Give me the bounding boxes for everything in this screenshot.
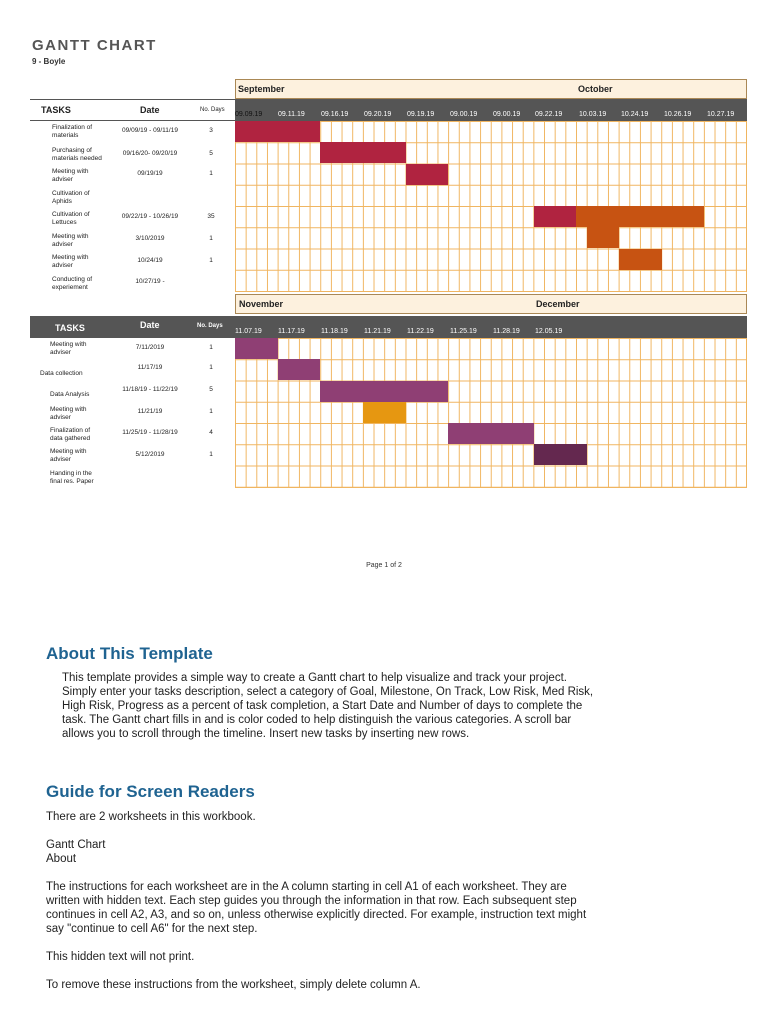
task-date: 09/19/19 xyxy=(137,170,163,177)
table-header-1 xyxy=(30,99,747,121)
task-date: 5/12/2019 xyxy=(135,451,165,458)
guide-p1: There are 2 worksheets in this workbook. xyxy=(46,811,256,823)
task-name: Data Analysis xyxy=(50,391,90,398)
task-date: 11/21/19 xyxy=(137,408,163,415)
timeline-date: 11.28.19 xyxy=(493,328,520,335)
task-name: Meeting with adviser xyxy=(52,168,89,183)
task-name: Meeting with adviser xyxy=(52,254,89,269)
guide-p2 xyxy=(46,880,586,936)
about-line: Simply enter your tasks description, select a category of Goal, Milestone, On Track, Low Risk, Med Risk, xyxy=(62,686,594,698)
task-name: Conducting of experiement xyxy=(52,276,93,291)
timeline-date: 09.20.19 xyxy=(364,111,392,118)
timeline-date: 10.27.19 xyxy=(707,111,735,118)
task-date: 11/18/19 - 11/22/19 xyxy=(122,386,178,393)
worksheet-name: Gantt Chart xyxy=(46,839,106,851)
task-name: Finalization of materials xyxy=(52,124,93,139)
month-label: September xyxy=(238,84,285,94)
task-name: Meeting with adviser xyxy=(50,448,87,463)
timeline-header xyxy=(235,316,747,338)
task-name: Meeting with adviser xyxy=(50,341,87,356)
gantt-bar xyxy=(448,423,533,444)
col-days-header: No. Days xyxy=(200,107,225,113)
task-name: Cultivation of Lettuces xyxy=(52,211,90,226)
page-number: Page 1 of 2 xyxy=(366,562,402,569)
task-date: 10/27/19 - xyxy=(135,278,165,285)
about-paragraph xyxy=(62,671,593,741)
task-date: 09/22/19 - 10/26/19 xyxy=(121,213,179,220)
timeline-date: 09.00.19 xyxy=(493,111,521,118)
gantt-bar xyxy=(363,402,406,423)
task-name: Meeting with adviser xyxy=(52,233,89,248)
task-date: 3/10/2019 xyxy=(135,235,165,242)
about-line: This template provides a simple way to create a Gantt chart to help visualize and track your project. xyxy=(62,672,567,684)
header-left xyxy=(30,99,235,121)
month-label: November xyxy=(239,299,284,309)
timeline-date: 09.11.19 xyxy=(278,111,305,118)
task-days: 35 xyxy=(207,213,215,220)
task-days: 1 xyxy=(209,364,213,371)
timeline-date: 09.16.19 xyxy=(321,111,349,118)
task-days: 1 xyxy=(209,451,213,458)
guide-line: continues in cell A2, A3, and so on, unless otherwise explicitly directed. For example, instruction text might xyxy=(46,909,587,921)
col-tasks-header: TASKS xyxy=(55,323,85,333)
timeline-date: 11.25.19 xyxy=(450,328,477,335)
task-days: 1 xyxy=(209,235,213,242)
task-days: 4 xyxy=(209,429,213,436)
task-name: Purchasing of materials needed xyxy=(52,147,102,162)
about-line: task. The Gantt chart fills in and is color coded to help distinguish the various categories. A scroll bar xyxy=(62,714,572,726)
gantt-bar xyxy=(576,206,704,227)
guide-line: The instructions for each worksheet are in the A column starting in cell A1 of each worksheet. They are xyxy=(46,881,567,893)
task-date: 09/16/20- 09/20/19 xyxy=(122,150,178,157)
timeline-header xyxy=(235,99,747,121)
header-left xyxy=(30,316,235,338)
task-name: Handing in the final res. Paper xyxy=(50,470,94,485)
gantt-bar xyxy=(619,249,662,270)
gantt-bar xyxy=(534,206,577,227)
page-subtitle: 9 - Boyle xyxy=(32,57,66,66)
col-date-header: Date xyxy=(140,320,160,330)
task-days: 5 xyxy=(209,386,213,393)
worksheet-name: About xyxy=(46,853,77,865)
month-band-1 xyxy=(235,79,747,99)
task-days: 1 xyxy=(209,408,213,415)
task-days: 5 xyxy=(209,150,213,157)
timeline-date: 11.21.19 xyxy=(364,328,391,335)
timeline-date: 11.17.19 xyxy=(278,328,305,335)
gantt-grid-1 xyxy=(235,121,747,292)
task-name: Finalization of data gathered xyxy=(50,427,91,442)
timeline-date: 10.03.19 xyxy=(579,111,607,118)
about-line: High Risk, Progress as a percent of task completion, a Start Date and Number of days to complete the xyxy=(62,700,583,712)
task-date: 11/25/19 - 11/28/19 xyxy=(122,429,178,436)
month-label: October xyxy=(578,84,613,94)
guide-line: written with hidden text. Each step guides you through the information in that row. Each subsequent step xyxy=(46,895,577,907)
timeline-date: 12.05.19 xyxy=(535,328,563,335)
gantt-bar xyxy=(320,142,405,163)
col-tasks-header: TASKS xyxy=(41,105,71,115)
timeline-date: 11.18.19 xyxy=(321,328,348,335)
guide-line: say "continue to cell A6" for the next step. xyxy=(46,923,258,935)
table-header-2 xyxy=(30,316,747,338)
task-days: 1 xyxy=(209,170,213,177)
timeline-date: 09.09.19 xyxy=(235,111,263,118)
about-heading: About This Template xyxy=(46,644,213,663)
col-days-header: No. Days xyxy=(197,323,223,329)
about-line: allows you to scroll through the timeline. Insert new tasks by inserting new rows. xyxy=(62,728,470,740)
task-date: 11/17/19 xyxy=(137,364,163,371)
month-band-2 xyxy=(235,294,747,314)
task-date: 09/09/19 - 09/11/19 xyxy=(122,127,178,134)
task-name: Cultivation of Aphids xyxy=(52,190,90,205)
timeline-date: 10.26.19 xyxy=(664,111,692,118)
task-name: Data collection xyxy=(40,370,83,377)
guide-p3: This hidden text will not print. xyxy=(46,951,195,963)
guide-p4: To remove these instructions from the worksheet, simply delete column A. xyxy=(46,979,421,991)
timeline-date: 10.24.19 xyxy=(621,111,649,118)
timeline-date: 09.00.19 xyxy=(450,111,478,118)
gantt-bar xyxy=(235,338,278,359)
task-name: Meeting with adviser xyxy=(50,406,87,421)
guide-heading: Guide for Screen Readers xyxy=(46,782,255,801)
task-days: 1 xyxy=(209,344,213,351)
gantt-grid-2 xyxy=(235,338,747,488)
gantt-bar xyxy=(320,381,448,402)
col-date-header: Date xyxy=(140,105,160,115)
timeline-date: 09.22.19 xyxy=(535,111,563,118)
page-title: GANTT CHART xyxy=(32,37,157,54)
month-label: December xyxy=(536,299,580,309)
timeline-date: 11.07.19 xyxy=(235,328,262,335)
gantt-bar xyxy=(587,227,619,248)
gantt-bar xyxy=(406,164,449,185)
gantt-bar xyxy=(534,444,587,465)
task-date: 7/11/2019 xyxy=(135,344,165,351)
gantt-bar xyxy=(278,359,321,380)
task-date: 10/24/19 xyxy=(137,257,163,264)
task-days: 3 xyxy=(209,127,213,134)
worksheet-list xyxy=(46,838,105,866)
gantt-bar xyxy=(235,121,320,142)
timeline-date: 09.19.19 xyxy=(407,111,435,118)
timeline-date: 11.22.19 xyxy=(407,328,434,335)
task-days: 1 xyxy=(209,257,213,264)
